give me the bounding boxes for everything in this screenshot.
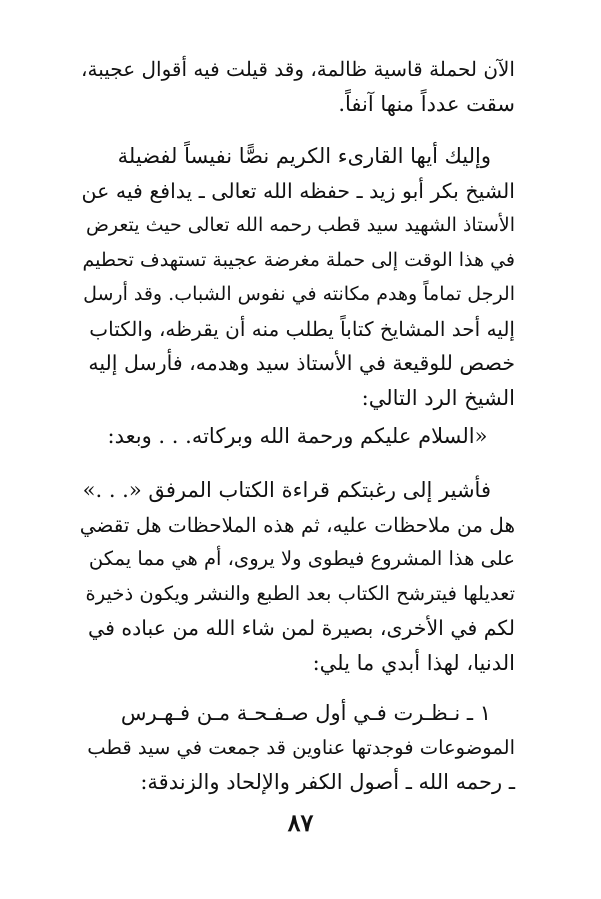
text-line: تعديلها فيترشح الكتاب بعد الطبع والنشر ويكون ذخيرة (85, 581, 515, 605)
text-line: وإليك أيها القارىء الكريم نصًّا نفيساً لفضيلة (117, 144, 491, 168)
paragraph-greeting (80, 419, 515, 454)
text-line: «السلام عليكم ورحمة الله وبركاته. . . وبعد: (107, 424, 488, 448)
paragraph-bakr-abu-zayd (80, 139, 515, 415)
text-line: خصص للوقيعة في الأستاذ سيد وهدمه، فأرسل إليه (88, 351, 515, 375)
paragraph-point-1 (80, 696, 515, 800)
text-line: إليه أحد المشايخ كتاباً يطلب منه أن يقرظه، والكتاب (89, 316, 515, 341)
text-line: هل من ملاحظات عليه، ثم هذه الملاحظات هل تقضي (79, 512, 515, 537)
paragraph-intro (80, 52, 515, 121)
text-line: فأشير إلى رغبتكم قراءة الكتاب المرفق «. . .» (82, 478, 491, 502)
text-line: ١ ـ نـظـرت فـي أول صـفـحـة مـن فـهـرس (120, 701, 491, 725)
text-line: الرجل تماماً وهدم مكانته في نفوس الشباب. وقد أرسل (83, 283, 515, 305)
text-line: الشيخ الرد التالي: (361, 385, 515, 410)
paragraph-letter-body (80, 473, 515, 680)
text-line: سقت عدداً منها آنفاً. (338, 91, 515, 116)
text-line: الدنيا، لهذا أبدي ما يلي: (312, 650, 515, 675)
text-line: الشيخ بكر أبو زيد ـ حفظه الله تعالى ـ يدافع فيه عن (81, 178, 515, 203)
text-line: لكم في الأخرى، بصيرة لمن شاء الله من عباده في (88, 616, 515, 640)
text-line: على هذا المشروع فيطوى ولا يروى، أم هي مما يمكن (88, 547, 515, 570)
text-line: الأستاذ الشهيد سيد قطب رحمه الله تعالى حيث يتعرض (85, 214, 515, 236)
page-number: ٨٧ (287, 808, 314, 837)
text-line: الآن لحملة قاسية ظالمة، وقد قيلت فيه أقوال عجيبة، (81, 57, 515, 81)
text-line: ـ رحمه الله ـ أصول الكفر والإلحاد والزندقة: (140, 770, 515, 794)
text-line: في هذا الوقت إلى حملة مغرضة عجيبة تستهدف تحطيم (82, 248, 515, 271)
text-line: الموضوعات فوجدتها عناوين قد جمعت في سيد قطب (87, 735, 515, 759)
